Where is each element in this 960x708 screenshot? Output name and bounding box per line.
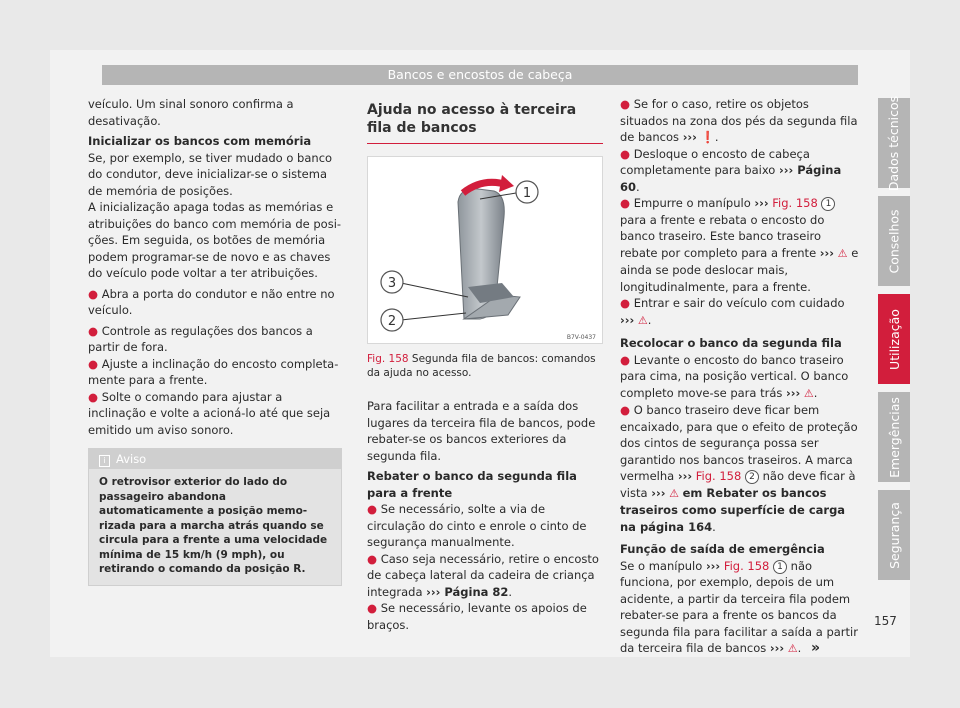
figure-caption	[367, 352, 603, 380]
bullet-icon: ●	[620, 97, 634, 111]
callout-ref: 2	[745, 470, 759, 484]
figure-158	[367, 156, 603, 344]
memory-paragraph-2: A inicialização apaga todas as memórias e atribuições do banco com memória de posições. Em seguida, os botões de memória podem programar-se de novo e as chaves do veículo pode voltar a ter atribuições.	[88, 200, 342, 280]
page-header: Bancos e encostos de cabeça	[102, 65, 858, 85]
warning-triangle-icon: ⚠	[803, 386, 814, 400]
bullet-item: ● Levante o encosto do banco traseiro para cima, na posição vertical. O banco completo move-se para trás ››› ⚠.	[620, 352, 860, 403]
notice-header	[89, 449, 341, 469]
bullet-icon: ●	[367, 502, 381, 516]
intro-paragraph: veículo. Um sinal sonoro confirma a desativação.	[88, 97, 294, 128]
callout-3-label: 3	[387, 276, 397, 291]
bullet-icon: ●	[620, 403, 634, 417]
bullet-item: ● O banco traseiro deve ficar bem encaixado, para que o efeito de proteção dos cintos de segurança possa ser garantido nos bancos traseiros. A marca vermelha ››› Fig. 158 2 não deve ficar à vista ››› ⚠ em Rebater os bancos traseiros como superfície de carga na página 164.	[620, 403, 858, 534]
bullet-item	[367, 501, 603, 551]
bullet-item	[88, 389, 342, 439]
restore-heading: Recolocar o banco da segunda fila	[620, 336, 842, 350]
tab-dados-tecnicos[interactable]	[878, 95, 910, 191]
bullet-item: ● Entrar e sair do veículo com cuidado ››› ⚠.	[620, 295, 860, 329]
access-paragraph: Para facilitar a entrada e a saída dos lugares da terceira fila de bancos, pode rebater-se os bancos exteriores da segunda fila.	[367, 399, 596, 463]
emergency-paragraph: Se o manípulo ››› Fig. 158 1 não funciona, por exemplo, depois de um acidente, a partir da terceira fila podem rebater-se para a frente os bancos da segunda fila para facilitar a saída a partir da terceira fila de bancos ››› ⚠. »	[620, 558, 858, 656]
bullet-item	[88, 323, 342, 356]
chevron-right-icon: ›››	[819, 245, 835, 260]
bullet-item	[620, 195, 860, 295]
tab-label: Conselhos	[886, 208, 902, 274]
bullet-icon: ●	[620, 146, 634, 161]
tab-label: Utilização	[886, 308, 902, 370]
bullet-icon: ●	[88, 286, 102, 301]
memory-heading-text: Inicializar os bancos com memória	[88, 134, 312, 148]
bullet-text: Ajuste a inclinação do encosto completamente para a frente.	[88, 356, 339, 387]
tab-label: Emergências	[886, 396, 902, 478]
chevron-right-icon: ›››	[754, 196, 769, 210]
bullet-item: ● Desloque o encosto de cabeça completamente para baixo ››› Página 60.	[620, 146, 842, 194]
seat-illustration	[368, 157, 602, 343]
chevron-right-icon: ›››	[651, 485, 666, 500]
bullet-item	[88, 286, 342, 319]
warning-triangle-icon: ⚠	[837, 246, 848, 260]
bullet-text: Caso seja necessário, retire o encosto de cabeça lateral da cadeira de criança integrada	[367, 551, 599, 599]
bullet-text: Entrar e sair do veículo com cuidado	[633, 296, 845, 310]
warning-triangle-icon: ⚠	[637, 313, 648, 327]
emergency-heading: Função de saída de emergência	[620, 542, 825, 556]
tab-emergencias[interactable]	[878, 392, 910, 482]
page-link[interactable]: em Rebater os bancos traseiros como superfície de carga na página 164	[620, 485, 846, 534]
bullet-text: Se for o caso, retire os objetos situados na zona dos pés da segunda fila de bancos	[620, 97, 858, 144]
chevron-right-icon: ›››	[682, 130, 697, 144]
chevron-right-icon: ›››	[786, 385, 801, 400]
tab-label: Segurança	[886, 501, 902, 569]
section-heading-memory	[88, 133, 342, 199]
bullet-icon: ●	[620, 352, 634, 367]
figure-link[interactable]: Fig. 158	[695, 469, 742, 483]
continue-icon: »	[810, 640, 821, 656]
figure-code: B7V-0437	[566, 334, 596, 341]
bullet-text-cont: para a frente e rebata o encosto do banco traseiro. Este banco traseiro rebate por completo para a frente	[620, 212, 825, 260]
bullet-icon: ●	[620, 196, 634, 210]
paragraph-text-cont: não funciona, por exemplo, depois de um acidente, a partir da terceira fila podem rebater-se para a frente os bancos da segunda fila para facilitar a saída a partir da terceira fila de bancos	[620, 558, 858, 655]
bullet-item	[367, 600, 603, 633]
chevron-right-icon: ›››	[769, 641, 785, 655]
chevron-right-icon: ›››	[778, 163, 794, 177]
tab-conselhos[interactable]	[878, 196, 910, 286]
bullet-text: Abra a porta do condutor e não entre no veículo.	[88, 286, 335, 317]
notice-box	[88, 448, 342, 586]
chevron-right-icon: ›››	[426, 584, 441, 599]
warning-circle-icon: ❗	[700, 130, 715, 144]
column-middle	[367, 101, 603, 637]
figure-link[interactable]: Fig. 158	[772, 196, 818, 210]
figure-link[interactable]: Fig. 158	[723, 558, 770, 573]
bullet-text: Solte o comando para ajustar a inclinação e volte a acioná-lo até que seja emitido um aviso sonoro.	[88, 389, 331, 437]
bullet-icon: ●	[88, 389, 102, 404]
bullet-text: Levante o encosto do banco traseiro para cima, na posição vertical. O banco completo move-se para trás	[620, 352, 849, 400]
column-right	[620, 96, 860, 662]
bullet-icon: ●	[88, 356, 102, 371]
bullet-text: Se necessário, levante os apoios de braços.	[367, 601, 587, 632]
bullet-text: Desloque o encosto de cabeça completamente para baixo	[620, 146, 810, 177]
bullet-icon: ●	[620, 296, 634, 310]
callout-1-label: 1	[522, 186, 532, 201]
tab-utilizacao[interactable]	[878, 294, 910, 384]
info-icon: i	[99, 455, 110, 467]
paragraph-text: Se o manípulo	[620, 558, 703, 573]
bullet-text: O banco traseiro deve ficar bem encaixado, para que o efeito de proteção dos cintos de segurança possa ser garantido nos bancos traseiros. A marca vermelha	[620, 403, 858, 483]
chevron-right-icon: ›››	[705, 558, 721, 573]
bullet-item: ● Se for o caso, retire os objetos situados na zona dos pés da segunda fila de bancos ››› ❗.	[620, 97, 858, 144]
chevron-right-icon: ›››	[677, 469, 693, 483]
chevron-right-icon: ›››	[620, 312, 635, 327]
callout-ref: 1	[773, 560, 787, 574]
memory-paragraph-1: Se, por exemplo, se tiver mudado o banco do condutor, deve inicializar-se o sistema de memória de posições.	[88, 150, 333, 198]
bullet-text-cont: e ainda se pode deslocar mais, longitudinalmente, para a frente.	[620, 245, 859, 294]
bullet-text: Se necessário, solte a via de circulação do cinto e enrole o cinto de segurança manualmente.	[367, 502, 587, 549]
column-left	[88, 96, 342, 586]
bullet-text: Controle as regulações dos bancos a partir de fora.	[88, 323, 313, 354]
page-link-text: Página 60	[620, 163, 842, 194]
section-title: Ajuda no acesso à terceira fila de bancos	[367, 101, 603, 144]
warning-triangle-icon: ⚠	[669, 486, 679, 500]
caption-ref: Fig. 158	[367, 353, 409, 365]
page-link[interactable]	[426, 585, 508, 599]
fold-heading: Rebater o banco da segunda fila para a frente	[367, 469, 577, 500]
tab-seguranca[interactable]	[878, 490, 910, 580]
page-link-text: Página 82	[444, 584, 509, 599]
page-number: 157	[874, 614, 897, 628]
bullet-item	[88, 356, 342, 389]
notice-label: Aviso	[116, 452, 147, 466]
bullet-icon: ●	[367, 601, 381, 615]
callout-2-label: 2	[387, 314, 397, 329]
tab-label: Dados técnicos	[886, 95, 902, 191]
bullet-item: ● Caso seja necessário, retire o encosto de cabeça lateral da cadeira de criança integrada ››› Página 82.	[367, 551, 599, 599]
bullet-text: Empurre o manípulo	[633, 196, 751, 210]
notice-text: O retrovisor exterior do lado do passageiro abandona automaticamente a posição memorizada para a marcha atrás quando se circula para a frente a uma velocidade mínima de 15 km/h (9 mph), ou retirando o comando da posição R.	[99, 476, 328, 575]
caption-text: Segunda fila de bancos: comandos da ajuda no acesso.	[367, 353, 596, 379]
bullet-text-cont: não deve ficar à vista	[620, 469, 856, 500]
warning-triangle-icon: ⚠	[787, 642, 798, 655]
bullet-icon: ●	[367, 551, 381, 566]
bullet-icon: ●	[88, 323, 102, 338]
callout-ref: 1	[821, 197, 835, 211]
